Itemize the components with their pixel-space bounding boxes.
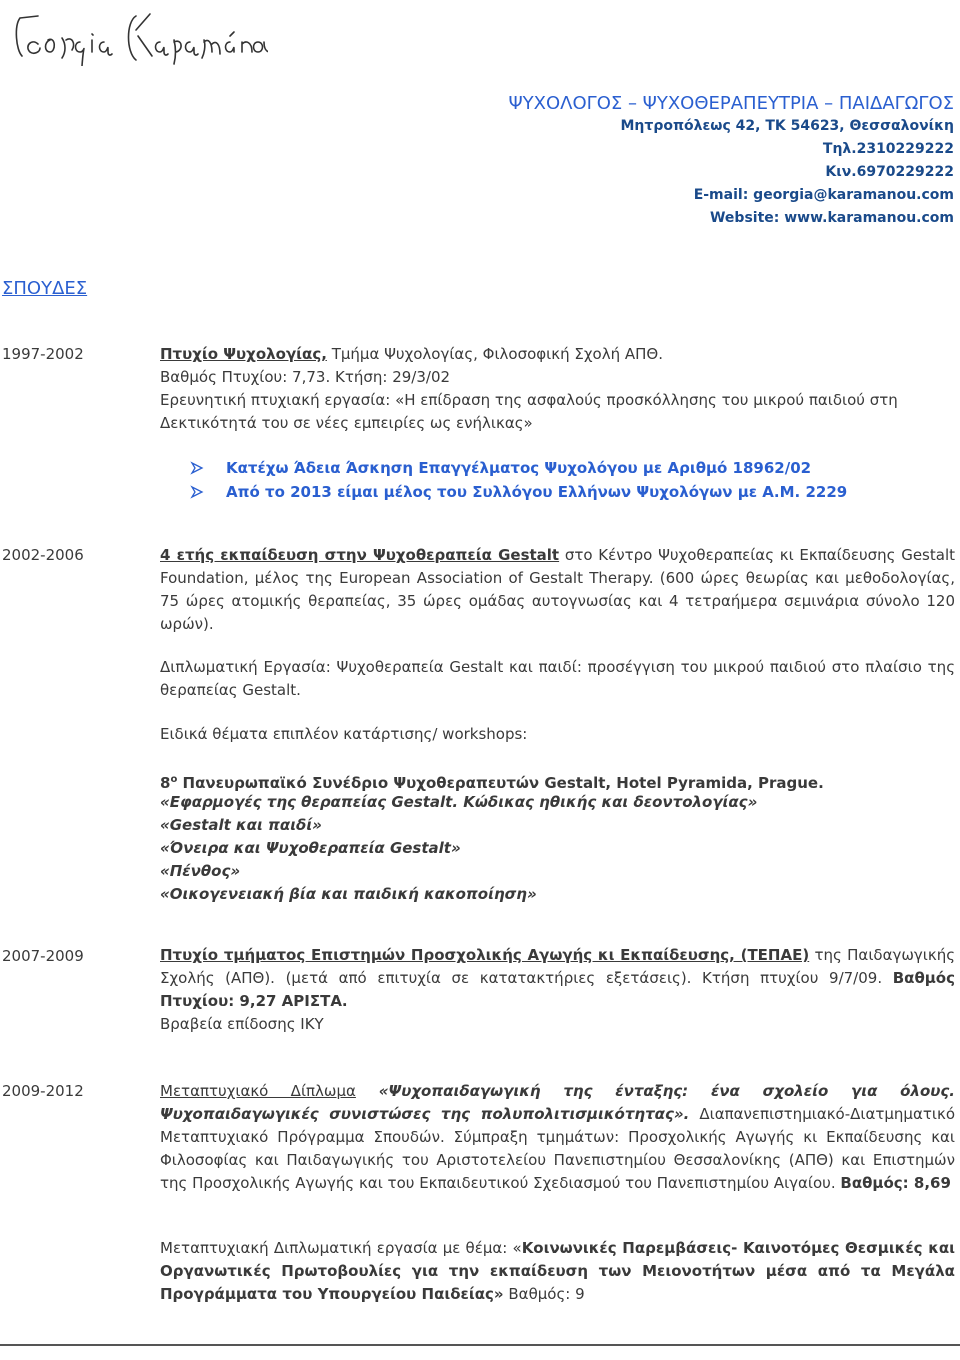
masters-thesis-paragraph — [160, 1237, 955, 1306]
workshops-heading: Ειδικά θέματα επιπλέον κατάρτισης/ workshops: — [160, 725, 528, 743]
list-item — [190, 456, 847, 480]
website-link[interactable]: www.karamanou.com — [784, 210, 954, 226]
thesis-paragraph: Διπλωματική Εργασία: Ψυχοθεραπεία Gestalt και παιδί: προσέγγιση του μικρού παιδιού στο πλαίσιο της θεραπείας Gestalt. — [160, 658, 955, 699]
congress-superscript: ο — [170, 774, 178, 785]
talks-list — [160, 791, 955, 906]
thesis-title: Κοινωνικές Παρεμβάσεις- Καινοτόμες Θεσμικές και Οργανωτικές Πρωτοβουλίες για την εκπαίδευση των Μειονοτήτων μέσα από τα Μεγάλα Προγράμματα του Υπουργείου Παιδείας» — [160, 1239, 956, 1303]
entry-3 — [160, 944, 955, 1036]
website-label: Website: — [709, 210, 785, 226]
contact-header — [509, 92, 954, 230]
bullet-list — [190, 456, 847, 504]
entry-2 — [160, 544, 955, 636]
footer-divider — [0, 1344, 960, 1346]
phone: Τηλ.2310229222 — [822, 141, 954, 157]
grade-line: Βαθμός Πτυχίου: 7,73. Κτήση: 29/3/02 — [160, 368, 451, 386]
email-link[interactable]: georgia@karamanou.com — [753, 187, 954, 203]
signature-logo — [8, 6, 268, 66]
thesis-line: Ερευνητική πτυχιακή εργασία: «Η επίδραση της ασφαλούς προσκόλλησης του μικρού παιδιού στη — [160, 391, 898, 409]
degree-title: Μεταπτυχιακό Δίπλωμα — [160, 1082, 356, 1100]
arrow-bullet-icon — [190, 461, 204, 475]
list-item: «Όνειρα και Ψυχοθεραπεία Gestalt» — [160, 839, 461, 857]
list-item — [190, 480, 847, 504]
masters-detail: Διαπανεπιστημιακό-Διατμηματικό Μεταπτυχιακό Πρόγραμμα Σπουδών. Σύμπραξη τμημάτων: Προσχολικής Αγωγής κι Εκπαίδευσης και Φιλοσοφίας και Παιδαγωγικής του Αριστοτελείου Πανεπιστημίου Θεσσαλονίκης (ΑΠΘ) και Επιστημών της Προσχολικής Αγωγής και του Εκπαιδευτικού Σχεδιασμού του Πανεπιστημίου Αιγαίου. — [160, 1105, 955, 1192]
entry-years: 2002-2006 — [2, 546, 84, 564]
degree-detail: της Παιδαγωγικής Σχολής (ΑΠΘ). (μετά από επιτυχία σε κατατακτήριες εξετάσεις). Κτήση πτυχίου 9/7/09. — [160, 946, 955, 987]
entry-1 — [160, 343, 955, 435]
congress-title: Πανευρωπαϊκό Συνέδριο Ψυχοθεραπευτών Gestalt, Hotel Pyramida, Prague. — [177, 774, 824, 792]
entry-4 — [160, 1080, 955, 1195]
award-line: Βραβεία επίδοσης ΙΚΥ — [160, 1015, 324, 1033]
list-item: «Οικογενειακή βία και παιδική κακοποίηση» — [160, 885, 537, 903]
course-title: 4 ετής εκπαίδευση στην Ψυχοθεραπεία Gestalt — [160, 546, 560, 564]
list-item: «Πένθος» — [160, 862, 241, 880]
congress-number: 8 — [160, 774, 171, 792]
degree-title: Πτυχίο Ψυχολογίας, — [160, 345, 327, 363]
list-item: «Εφαρμογές της θεραπείας Gestalt. Κώδικας ηθικής και δεοντολογίας» — [160, 793, 758, 811]
masters-grade: Βαθμός: 8,69 — [840, 1174, 951, 1192]
email-label: E-mail: — [693, 187, 754, 203]
masters-paragraph — [160, 1080, 955, 1195]
course-detail: στο Κέντρο Ψυχοθεραπείας κι Εκπαίδευσης Gestalt Foundation, μέλος της European Association of Gestalt Therapy. (600 ώρες θεωρίας και μεθοδολογίας, 75 ώρες ατομικής θεραπείας, 35 ώρες ομάδας αυτογνωσίας και 4 τετραήμερα σεμινάρια σύνολο 120 ωρών). — [160, 546, 955, 633]
thesis-intro: Μεταπτυχιακή Διπλωματική εργασία με θέμα: « — [160, 1239, 522, 1257]
arrow-bullet-icon — [190, 485, 204, 499]
degree-detail: Τμήμα Ψυχολογίας, Φιλοσοφική Σχολή ΑΠΘ. — [326, 345, 663, 363]
bullet-text: Κατέχω Άδεια Άσκηση Επαγγέλματος Ψυχολόγου με Αριθμό 18962/02 — [226, 459, 812, 477]
entry-years: 1997-2002 — [2, 345, 84, 363]
masters-title: «Ψυχοπαιδαγωγική της ένταξης: ένα σχολείο για όλους. Ψυχοπαιδαγωγικές συνιστώσες της πολυπολιτισμικότητας». — [160, 1082, 956, 1123]
profession-title: ΨΥΧΟΛΟΓΟΣ – ΨΥΧΟΘΕΡΑΠΕΥΤΡΙΑ – ΠΑΙΔΑΓΩΓΟΣ — [508, 93, 954, 114]
course-paragraph — [160, 544, 955, 636]
degree-title: Πτυχίο τμήματος Επιστημών Προσχολικής Αγωγής κι Εκπαίδευσης, (ΤΕΠΑΕ) — [160, 946, 810, 964]
address: Μητροπόλεως 42, ΤΚ 54623, Θεσσαλονίκη — [620, 118, 954, 134]
degree-grade: Βαθμός Πτυχίου: 9,27 ΑΡΙΣΤΑ. — [160, 969, 955, 1010]
entry-years: 2007-2009 — [2, 947, 84, 965]
bullet-text: Από το 2013 είμαι μέλος του Συλλόγου Ελλήνων Ψυχολόγων με Α.Μ. 2229 — [226, 483, 848, 501]
entry-years: 2009-2012 — [2, 1082, 84, 1100]
thesis-grade: Βαθμός: 9 — [503, 1285, 585, 1303]
section-title: ΣΠΟΥΔΕΣ — [2, 278, 88, 299]
degree-paragraph — [160, 944, 955, 1013]
mobile: Κιν.6970229222 — [825, 164, 954, 180]
thesis-line-2: Δεκτικότητά του σε νέες εμπειρίες ως ενήλικας» — [160, 414, 533, 432]
website-line — [509, 207, 954, 230]
email-line — [509, 184, 954, 207]
list-item: «Gestalt και παιδί» — [160, 816, 322, 834]
